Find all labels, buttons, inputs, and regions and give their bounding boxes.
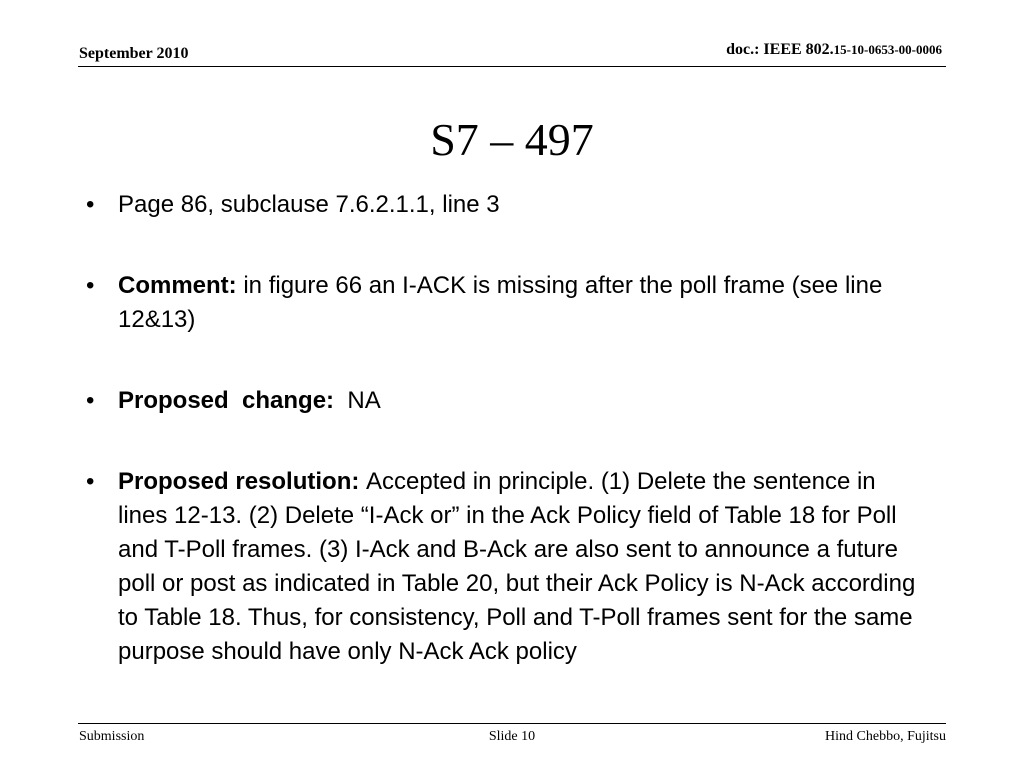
bullet-list	[86, 188, 926, 669]
bullet-item-proposed-resolution	[86, 465, 926, 669]
bullet-item-proposed-change	[86, 384, 926, 418]
bullet-item-comment	[86, 269, 926, 337]
document-id-prefix: doc.: IEEE 802.	[726, 41, 834, 58]
header-divider	[78, 66, 946, 67]
footer-slide-number: Slide 10	[488, 729, 536, 744]
bullet-text: Page 86, subclause 7.6.2.1.1, line 3	[118, 191, 500, 218]
bullet-icon: •	[86, 272, 95, 299]
document-id	[726, 40, 942, 60]
document-id-number: 15-10-0653-00-0006	[833, 42, 942, 57]
footer-submission: Submission	[79, 729, 145, 744]
footer-divider	[78, 723, 946, 724]
header-date: September 2010	[79, 45, 189, 62]
bullet-item-location	[86, 188, 926, 222]
bullet-icon: •	[86, 468, 95, 495]
bullet-icon: •	[86, 191, 95, 218]
bullet-text: NA	[340, 387, 381, 414]
bullet-label: Proposed change:	[118, 387, 341, 414]
footer-author: Hind Chebbo, Fujitsu	[825, 729, 946, 744]
slide-title: S7 – 497	[430, 114, 594, 165]
bullet-text: in figure 66 an I-ACK is missing after the poll frame (see line 12&13)	[118, 272, 883, 333]
bullet-label: Comment:	[118, 272, 244, 299]
bullet-icon: •	[86, 387, 95, 414]
bullet-text: Accepted in principle. (1) Delete the sentence in lines 12-13. (2) Delete “I-Ack or” in the Ack Policy field of Table 18 for Poll and T-Poll frames. (3) I-Ack and B-Ack are also sent to announce a future poll or post as indicated in Table 20, but their Ack Policy is N-Ack according to Table 18. Thus, for consistency, Poll and T-Poll frames sent for the same purpose should have only N-Ack Ack policy	[118, 468, 916, 665]
bullet-label: Proposed resolution:	[118, 468, 367, 495]
